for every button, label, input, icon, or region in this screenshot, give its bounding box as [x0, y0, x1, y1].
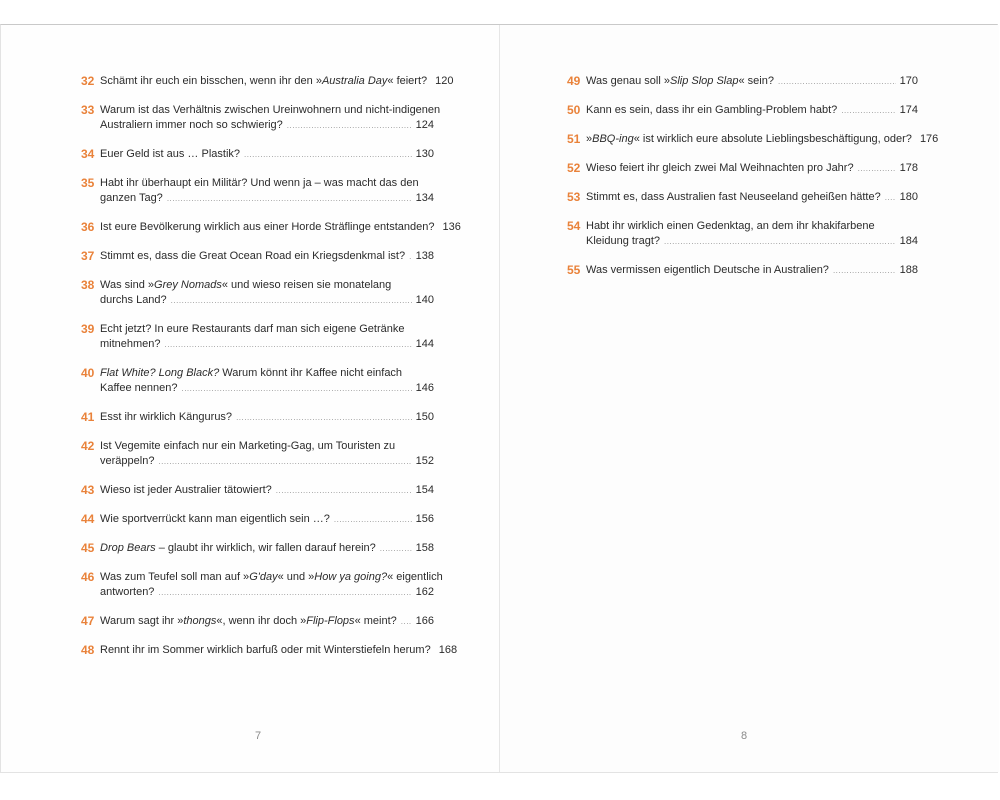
chapter-number: 51 [567, 132, 581, 146]
toc-entry[interactable] [81, 74, 454, 89]
chapter-title-text: »BBQ-ing« ist wirklich eure absolute Lieblingsbeschäftigung, oder? [586, 133, 912, 145]
chapter-number: 54 [567, 219, 581, 233]
page-reference: 170 [899, 75, 918, 87]
chapter-title-text: Ist eure Bevölkerung wirklich aus einer Horde Sträflinge entstanden? [100, 221, 435, 233]
chapter-number: 36 [81, 220, 95, 234]
chapter-title [100, 541, 434, 556]
chapter-title-line [586, 234, 918, 249]
chapter-number: 53 [567, 190, 581, 204]
page-reference: 120 [435, 75, 454, 87]
chapter-title [586, 161, 918, 176]
toc-entry[interactable] [567, 103, 918, 118]
chapter-title-line [100, 337, 434, 352]
page-reference: 176 [919, 133, 939, 145]
chapter-title-text: veräppeln? [100, 455, 155, 467]
chapter-title-text: Was vermissen eigentlich Deutsche in Australien? [586, 264, 829, 276]
chapter-title-line [586, 132, 939, 147]
leader-dots [276, 483, 412, 498]
chapter-title [100, 249, 434, 264]
chapter-title [100, 410, 434, 425]
chapter-title-text: Was zum Teufel soll man auf »G'day« und »How ya going?« eigentlich [100, 571, 443, 583]
chapter-number: 39 [81, 322, 95, 336]
chapter-title [100, 643, 458, 658]
toc-entry[interactable] [81, 278, 434, 308]
toc-entry[interactable] [567, 74, 918, 89]
page-reference: 154 [415, 484, 434, 496]
leader-dots [165, 337, 412, 352]
chapter-title-line [100, 454, 434, 469]
page-reference: 150 [415, 411, 434, 423]
chapter-number: 33 [81, 103, 95, 117]
page-reference: 162 [415, 586, 434, 598]
leader-dots [833, 263, 896, 278]
chapter-title [100, 483, 434, 498]
chapter-number: 52 [567, 161, 581, 175]
chapter-title-line [586, 190, 918, 205]
chapter-title-line [100, 220, 461, 235]
chapter-title-line [100, 512, 434, 527]
toc-entry[interactable] [567, 132, 939, 147]
page-reference: 146 [415, 382, 434, 394]
toc-entry[interactable] [81, 410, 434, 425]
chapter-title [100, 147, 434, 162]
chapter-title-text: Habt ihr überhaupt ein Militär? Und wenn ja – was macht das den [100, 177, 419, 189]
page-reference: 180 [899, 191, 918, 203]
chapter-title-line [100, 410, 434, 425]
chapter-title [586, 219, 918, 249]
chapter-title-line [100, 585, 434, 600]
toc-entry[interactable] [81, 570, 443, 600]
chapter-title-text: mitnehmen? [100, 338, 161, 350]
chapter-number: 47 [81, 614, 95, 628]
chapter-number: 48 [81, 643, 95, 657]
toc-entry[interactable] [81, 147, 434, 162]
chapter-title [100, 614, 434, 629]
leader-dots [885, 190, 896, 205]
page-reference: 136 [442, 221, 461, 233]
chapter-title [100, 366, 434, 396]
chapter-title-text: Wie sportverrückt kann man eigentlich sein …? [100, 513, 330, 525]
chapter-number: 34 [81, 147, 95, 161]
chapter-title [586, 132, 939, 147]
chapter-number: 40 [81, 366, 95, 380]
chapter-title-line [100, 483, 434, 498]
chapter-title-line [586, 74, 918, 89]
chapter-title-line [100, 643, 458, 658]
chapter-title-text: Stimmt es, dass Australien fast Neuseeland geheißen hätte? [586, 191, 881, 203]
chapter-title [100, 220, 461, 235]
chapter-title-line [586, 161, 918, 176]
leader-dots [167, 191, 412, 206]
chapter-title [100, 512, 434, 527]
toc-entry[interactable] [567, 161, 918, 176]
chapter-title-line [586, 219, 918, 234]
chapter-title-text: Rennt ihr im Sommer wirklich barfuß oder mit Winterstiefeln herum? [100, 644, 431, 656]
page-reference: 158 [415, 542, 434, 554]
toc-entry[interactable] [81, 220, 461, 235]
chapter-number: 41 [81, 410, 95, 424]
toc-entry[interactable] [81, 614, 434, 629]
toc-entry[interactable] [81, 103, 441, 133]
chapter-title-line [100, 614, 434, 629]
toc-entry[interactable] [81, 439, 434, 469]
chapter-title-text: Ist Vegemite einfach nur ein Marketing-Gag, um Touristen zu [100, 440, 396, 452]
chapter-number: 55 [567, 263, 581, 277]
chapter-title [100, 439, 434, 469]
toc-entry[interactable] [567, 190, 918, 205]
page-reference: 130 [415, 148, 434, 160]
toc-entry[interactable] [81, 249, 434, 264]
leader-dots [858, 161, 896, 176]
chapter-title-line [586, 263, 918, 278]
chapter-number: 44 [81, 512, 95, 526]
leader-dots [181, 381, 411, 396]
chapter-title-text: Kann es sein, dass ihr ein Gambling-Problem habt? [586, 104, 838, 116]
chapter-number: 38 [81, 278, 95, 292]
leader-dots [158, 454, 411, 469]
leader-dots [409, 249, 412, 264]
chapter-number: 46 [81, 570, 95, 584]
chapter-title-line [100, 439, 434, 454]
chapter-title-text: Kaffee nennen? [100, 382, 178, 394]
chapter-title-line [100, 249, 434, 264]
leader-dots [664, 234, 896, 249]
page-reference: 134 [415, 192, 434, 204]
page-reference: 152 [415, 455, 434, 467]
chapter-title-line [100, 278, 434, 293]
chapter-title-line [100, 322, 434, 337]
chapter-title-text: Was sind »Grey Nomads« und wieso reisen sie monatelang [100, 279, 392, 291]
chapter-title-text: Was genau soll »Slip Slop Slap« sein? [586, 75, 774, 87]
page-reference: 138 [415, 250, 434, 262]
chapter-title-line [586, 103, 918, 118]
page-reference: 168 [438, 644, 458, 656]
page-reference: 178 [899, 162, 918, 174]
chapter-title-line [100, 147, 434, 162]
leader-dots [244, 147, 412, 162]
toc-entry[interactable] [81, 322, 434, 352]
chapter-title-text: Wieso feiert ihr gleich zwei Mal Weihnachten pro Jahr? [586, 162, 854, 174]
toc-entry[interactable] [81, 643, 458, 658]
chapter-title-text: Schämt ihr euch ein bisschen, wenn ihr den »Australia Day« feiert? [100, 75, 428, 87]
chapter-title [586, 103, 918, 118]
chapter-title-text: Drop Bears – glaubt ihr wirklich, wir fallen darauf herein? [100, 542, 376, 554]
chapter-title-line [100, 570, 443, 585]
chapter-number: 35 [81, 176, 95, 190]
chapter-number: 32 [81, 74, 95, 88]
book-spread [0, 24, 998, 773]
chapter-title-text: antworten? [100, 586, 155, 598]
leader-dots [334, 512, 412, 527]
table-of-contents-left [81, 74, 461, 672]
leader-dots [287, 118, 412, 133]
page-number-left: 7 [254, 730, 262, 742]
chapter-title-text: ganzen Tag? [100, 192, 163, 204]
page-reference: 166 [415, 615, 434, 627]
chapter-title-line [100, 293, 434, 308]
chapter-title [586, 263, 918, 278]
chapter-title-text: Esst ihr wirklich Kängurus? [100, 411, 233, 423]
chapter-title-text: Echt jetzt? In eure Restaurants darf man sich eigene Getränke [100, 323, 405, 335]
chapter-number: 37 [81, 249, 95, 263]
toc-entry[interactable] [81, 512, 434, 527]
chapter-number: 50 [567, 103, 581, 117]
chapter-title [100, 74, 454, 89]
chapter-number: 49 [567, 74, 581, 88]
chapter-title-line [100, 103, 441, 118]
chapter-title-line [100, 381, 434, 396]
left-page [1, 25, 500, 772]
chapter-title-line [100, 366, 434, 381]
toc-entry[interactable] [567, 263, 918, 278]
chapter-title-text: Warum sagt ihr »thongs«, wenn ihr doch »Flip-Flops« meint? [100, 615, 397, 627]
leader-dots [158, 585, 411, 600]
page-reference: 174 [899, 104, 918, 116]
chapter-title-text: Warum ist das Verhältnis zwischen Ureinwohnern und nicht-indigenen [100, 104, 441, 116]
leader-dots [401, 614, 412, 629]
toc-entry[interactable] [81, 483, 434, 498]
chapter-title-text: Habt ihr wirklich einen Gedenktag, an dem ihr khakifarbene [586, 220, 875, 232]
chapter-number: 45 [81, 541, 95, 555]
page-number-right: 8 [740, 730, 748, 742]
chapter-title [586, 190, 918, 205]
leader-dots [171, 293, 412, 308]
chapter-title-line [100, 541, 434, 556]
chapter-title-line [100, 74, 454, 89]
right-page [500, 25, 999, 772]
leader-dots [236, 410, 412, 425]
chapter-title-line [100, 176, 434, 191]
page-reference: 188 [899, 264, 918, 276]
toc-entry[interactable] [81, 176, 434, 206]
chapter-title-text: durchs Land? [100, 294, 167, 306]
page-reference: 124 [415, 119, 434, 131]
chapter-number: 42 [81, 439, 95, 453]
chapter-title-line [100, 118, 434, 133]
chapter-title-text: Wieso ist jeder Australier tätowiert? [100, 484, 272, 496]
page-reference: 140 [415, 294, 434, 306]
chapter-title-text: Australiern immer noch so schwierig? [100, 119, 283, 131]
chapter-title [100, 322, 434, 352]
table-of-contents-right [567, 74, 939, 292]
page-reference: 156 [415, 513, 434, 525]
chapter-title-text: Stimmt es, dass die Great Ocean Road ein Kriegsdenkmal ist? [100, 250, 406, 262]
page-reference: 144 [415, 338, 434, 350]
chapter-title-text: Kleidung tragt? [586, 235, 660, 247]
leader-dots [380, 541, 412, 556]
chapter-title [100, 570, 443, 600]
chapter-title [100, 103, 441, 133]
chapter-title-text: Euer Geld ist aus … Plastik? [100, 148, 241, 160]
chapter-title [100, 176, 434, 206]
chapter-title [100, 278, 434, 308]
chapter-title-text: Flat White? Long Black? Warum könnt ihr Kaffee nicht einfach [100, 367, 403, 379]
toc-entry[interactable] [81, 366, 434, 396]
chapter-title [586, 74, 918, 89]
leader-dots [841, 103, 895, 118]
toc-entry[interactable] [81, 541, 434, 556]
leader-dots [778, 74, 896, 89]
page-reference: 184 [899, 235, 918, 247]
chapter-title-line [100, 191, 434, 206]
toc-entry[interactable] [567, 219, 918, 249]
chapter-number: 43 [81, 483, 95, 497]
